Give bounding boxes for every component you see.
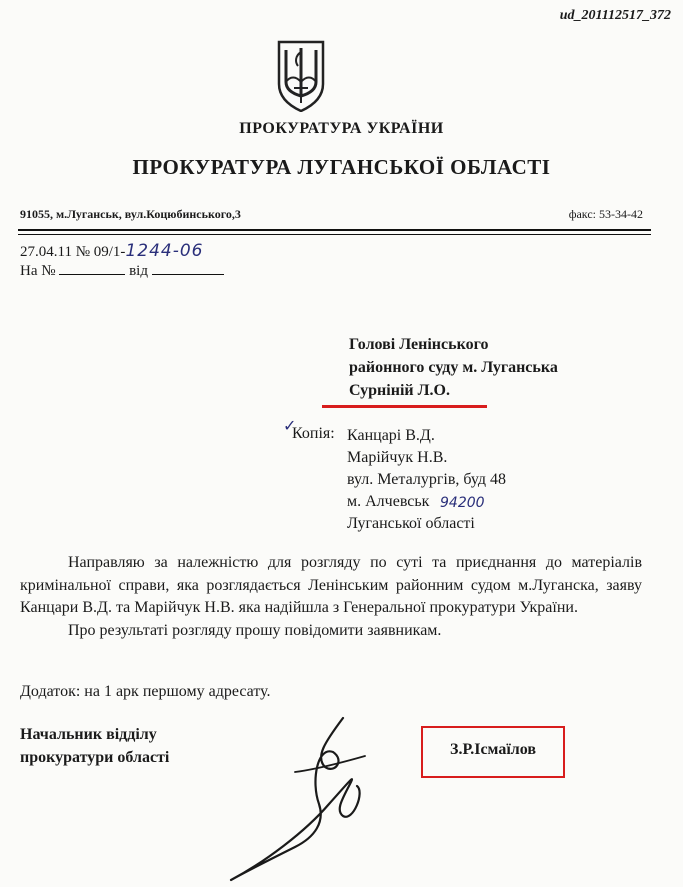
- copy-label: Копія:: [292, 425, 335, 442]
- signatory-position: [20, 723, 169, 769]
- reference-from-label: від: [129, 263, 148, 279]
- handwritten-number: 1244-06: [125, 241, 204, 261]
- copy-line: м. Алчевськ: [347, 493, 430, 510]
- reference-date-blank: [152, 262, 224, 275]
- position-line: прокуратури області: [20, 749, 170, 766]
- reference-number-blank: [59, 262, 125, 275]
- addressee-line: Голові Ленінського: [349, 336, 489, 353]
- checkmark-icon: ✓: [283, 416, 297, 435]
- header-rule: [18, 229, 651, 231]
- handwritten-signature: [225, 712, 415, 884]
- registration-line: [20, 241, 203, 261]
- copy-line: вул. Металургів, буд 48: [347, 471, 507, 488]
- body-paragraph: Про результаті розгляду прошу повідомити заявникам.: [68, 621, 442, 639]
- addressee-block: [349, 333, 558, 402]
- org-fax: факс: 53-34-42: [568, 207, 643, 221]
- red-underline-highlight: [322, 405, 487, 408]
- org-title-luhansk: ПРОКУРАТУРА ЛУГАНСЬКОЇ ОБЛАСТІ: [132, 155, 551, 179]
- letter-body: [20, 552, 642, 642]
- org-address: 91055, м.Луганськ, вул.Коцюбинського,3: [20, 207, 241, 221]
- org-title-ukraine: ПРОКУРАТУРА УКРАЇНИ: [239, 120, 444, 137]
- copy-line: Марійчук Н.В.: [347, 449, 448, 466]
- registration-number-prefix: № 09/1-: [75, 244, 126, 260]
- attachment-note: Додаток: на 1 арк першому адресату.: [20, 683, 271, 700]
- reference-line: [20, 262, 224, 280]
- copy-line: Канцарі В.Д.: [347, 427, 435, 444]
- header-rule-thin: [18, 234, 651, 235]
- signatory-name: З.Р.Ісмаїлов: [450, 741, 536, 758]
- position-line: Начальник відділу: [20, 726, 157, 743]
- addressee-line: районного суду м. Луганська: [349, 359, 558, 376]
- copy-recipients: [347, 425, 506, 535]
- document-id: ud_201112517_372: [559, 8, 671, 23]
- tryzub-emblem-icon: [276, 40, 326, 112]
- handwritten-zip: 94200: [440, 495, 485, 511]
- body-paragraph: Направляю за належністю для розгляду по суті та приєднання до матеріалів кримінальної справи, яка розглядається Ленінським районним судом м.Луганска, заяву Канцари В.Д. та Марійчук Н.В. яка надійшла з Генеральної прокуратури України.: [20, 554, 642, 616]
- addressee-line: Сурніній Л.О.: [349, 382, 450, 399]
- registration-date: 27.04.11: [20, 244, 72, 260]
- reference-label: На №: [20, 263, 56, 279]
- copy-line: Луганської області: [347, 515, 475, 532]
